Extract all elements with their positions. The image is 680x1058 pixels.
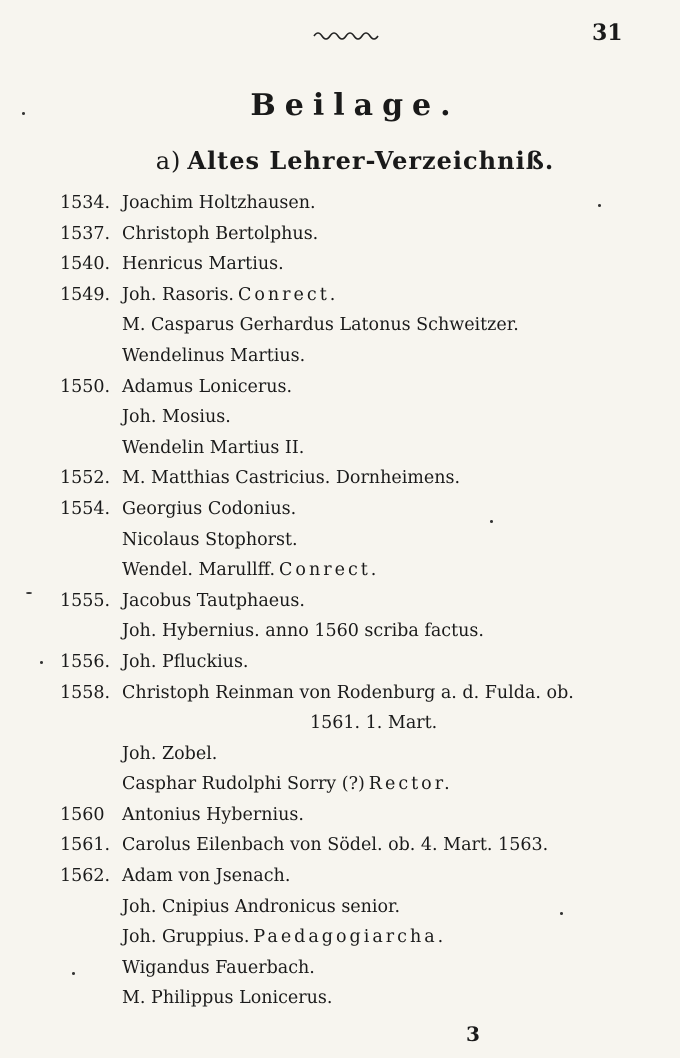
entry-name: [122, 525, 298, 556]
list-item: [0, 433, 680, 464]
entry-name: [122, 219, 318, 250]
teacher-list: [0, 188, 680, 1014]
entry-name: [122, 280, 338, 311]
entry-name-text: Wigandus Fauerbach.: [122, 957, 315, 978]
entry-role: Conrect.: [279, 560, 380, 581]
entry-name: [122, 341, 305, 372]
entry-name: [122, 616, 484, 647]
list-item: [0, 922, 680, 953]
speck: [72, 972, 75, 975]
entry-name-text: Christoph Reinman von Rodenburg a. d. Fulda. ob.: [122, 682, 574, 703]
list-item: [0, 892, 680, 923]
subtitle-prefix: a): [155, 147, 182, 175]
subtitle-text: Altes Lehrer-Verzeichniß.: [187, 146, 555, 175]
entry-name: [122, 647, 248, 678]
entry-role: Rector.: [368, 774, 453, 795]
speck: [560, 912, 563, 915]
entry-name: [122, 861, 290, 892]
list-item: [0, 800, 680, 831]
entry-year: 1558.: [60, 682, 111, 703]
entry-name: [122, 555, 379, 586]
entry-name: [122, 739, 217, 770]
entry-name-text: Georgius Codonius.: [122, 498, 297, 519]
list-item: [0, 586, 680, 617]
page-number: 31: [592, 20, 623, 46]
entry-year: 1537.: [60, 223, 111, 244]
speck: [26, 592, 32, 594]
entry-name: [122, 188, 316, 219]
ornament-icon: [312, 28, 382, 42]
entry-name: [122, 463, 460, 494]
entry-name: [122, 953, 315, 984]
list-item: [0, 678, 680, 709]
list-item: [0, 402, 680, 433]
entry-name: [122, 372, 292, 403]
entry-name-text: Joh. Pfluckius.: [122, 651, 249, 672]
speck: [40, 661, 43, 664]
list-item: [0, 555, 680, 586]
entry-name: [122, 922, 446, 953]
list-item: [0, 310, 680, 341]
entry-name-text: Joh. Zobel.: [122, 743, 218, 764]
list-item: [0, 219, 680, 250]
entry-name: [122, 830, 548, 861]
entry-name-text: Adam von Jsenach.: [122, 866, 291, 887]
signature-mark: 3: [466, 1022, 480, 1046]
speck: [22, 112, 25, 115]
entry-name-text: Joh. Mosius.: [122, 407, 231, 428]
list-item: [0, 830, 680, 861]
entry-year: 1534.: [60, 193, 111, 213]
entry-year: 1552.: [60, 468, 111, 489]
list-item: [0, 463, 680, 494]
entry-name-text: Casphar Rudolphi Sorry (?): [122, 774, 365, 795]
entry-name: [122, 433, 304, 464]
entry-year: 1560: [60, 804, 105, 825]
entry-name: [122, 402, 231, 433]
speck: [490, 520, 493, 523]
section-title: Beilage.: [250, 88, 460, 123]
list-item: [0, 647, 680, 678]
entry-year: 1561.: [60, 835, 111, 856]
entry-year: 1540.: [60, 254, 111, 275]
entry-name-text: Christoph Bertolphus.: [122, 223, 319, 244]
entry-name-text: Joh. Cnipius Andronicus senior.: [122, 896, 401, 917]
entry-name: [122, 800, 304, 831]
list-item: [0, 861, 680, 892]
entry-name-text: Joachim Holtzhausen.: [122, 193, 316, 213]
entry-name-text: M. Casparus Gerhardus Latonus Schweitzer.: [122, 315, 519, 336]
entry-name: [122, 249, 284, 280]
entry-name: [122, 983, 332, 1014]
list-item: [0, 494, 680, 525]
entry-year: 1550.: [60, 376, 111, 397]
list-item: [0, 739, 680, 770]
entry-year: 1562.: [60, 866, 111, 887]
entry-name-text: Adamus Lonicerus.: [122, 376, 293, 397]
entry-name: [122, 586, 305, 617]
entry-year: 1549.: [60, 284, 111, 305]
list-item: [0, 341, 680, 372]
entry-name: [122, 892, 400, 923]
list-item: [0, 769, 680, 800]
entry-name-text: Joh. Rasoris.: [122, 284, 234, 305]
speck: [598, 204, 601, 207]
entry-year: 1555.: [60, 590, 111, 611]
entry-year: 1554.: [60, 498, 111, 519]
entry-name-text: Antonius Hybernius.: [122, 804, 304, 825]
entry-year: 1556.: [60, 651, 111, 672]
entry-name-text: M. Philippus Lonicerus.: [122, 988, 333, 1009]
entry-name-text: Henricus Martius.: [122, 254, 284, 275]
entry-name: [310, 708, 437, 739]
list-item: [0, 188, 680, 219]
entry-name: [122, 494, 296, 525]
list-item: [0, 249, 680, 280]
entry-role: Paedagogiarcha.: [253, 927, 447, 948]
entry-name-text: M. Matthias Castricius. Dornheimens.: [122, 468, 461, 489]
list-item: [0, 280, 680, 311]
entry-name-text: Carolus Eilenbach von Södel. ob. 4. Mart. 1563.: [122, 835, 549, 856]
entry-name: [122, 678, 574, 709]
entry-name-text: Wendel. Marullff.: [122, 560, 276, 581]
entry-role: Conrect.: [237, 284, 339, 305]
list-item: [0, 525, 680, 556]
list-item: [0, 983, 680, 1014]
entry-name-text: 1561. 1. Mart.: [310, 713, 438, 734]
entry-name-text: Wendelin Martius II.: [122, 437, 305, 458]
entry-name-text: Joh. Gruppius.: [122, 927, 250, 948]
entry-name: [122, 310, 519, 341]
entry-name-text: Joh. Hybernius. anno 1560 scriba factus.: [122, 621, 484, 642]
entry-name-text: Wendelinus Martius.: [122, 345, 306, 366]
section-subtitle: [0, 146, 680, 175]
entry-name: [122, 769, 453, 800]
list-item: [0, 708, 680, 739]
entry-name-text: Nicolaus Stophorst.: [122, 529, 298, 550]
list-item: [0, 616, 680, 647]
list-item: [0, 953, 680, 984]
list-item: [0, 372, 680, 403]
entry-name-text: Jacobus Tautphaeus.: [122, 590, 305, 611]
